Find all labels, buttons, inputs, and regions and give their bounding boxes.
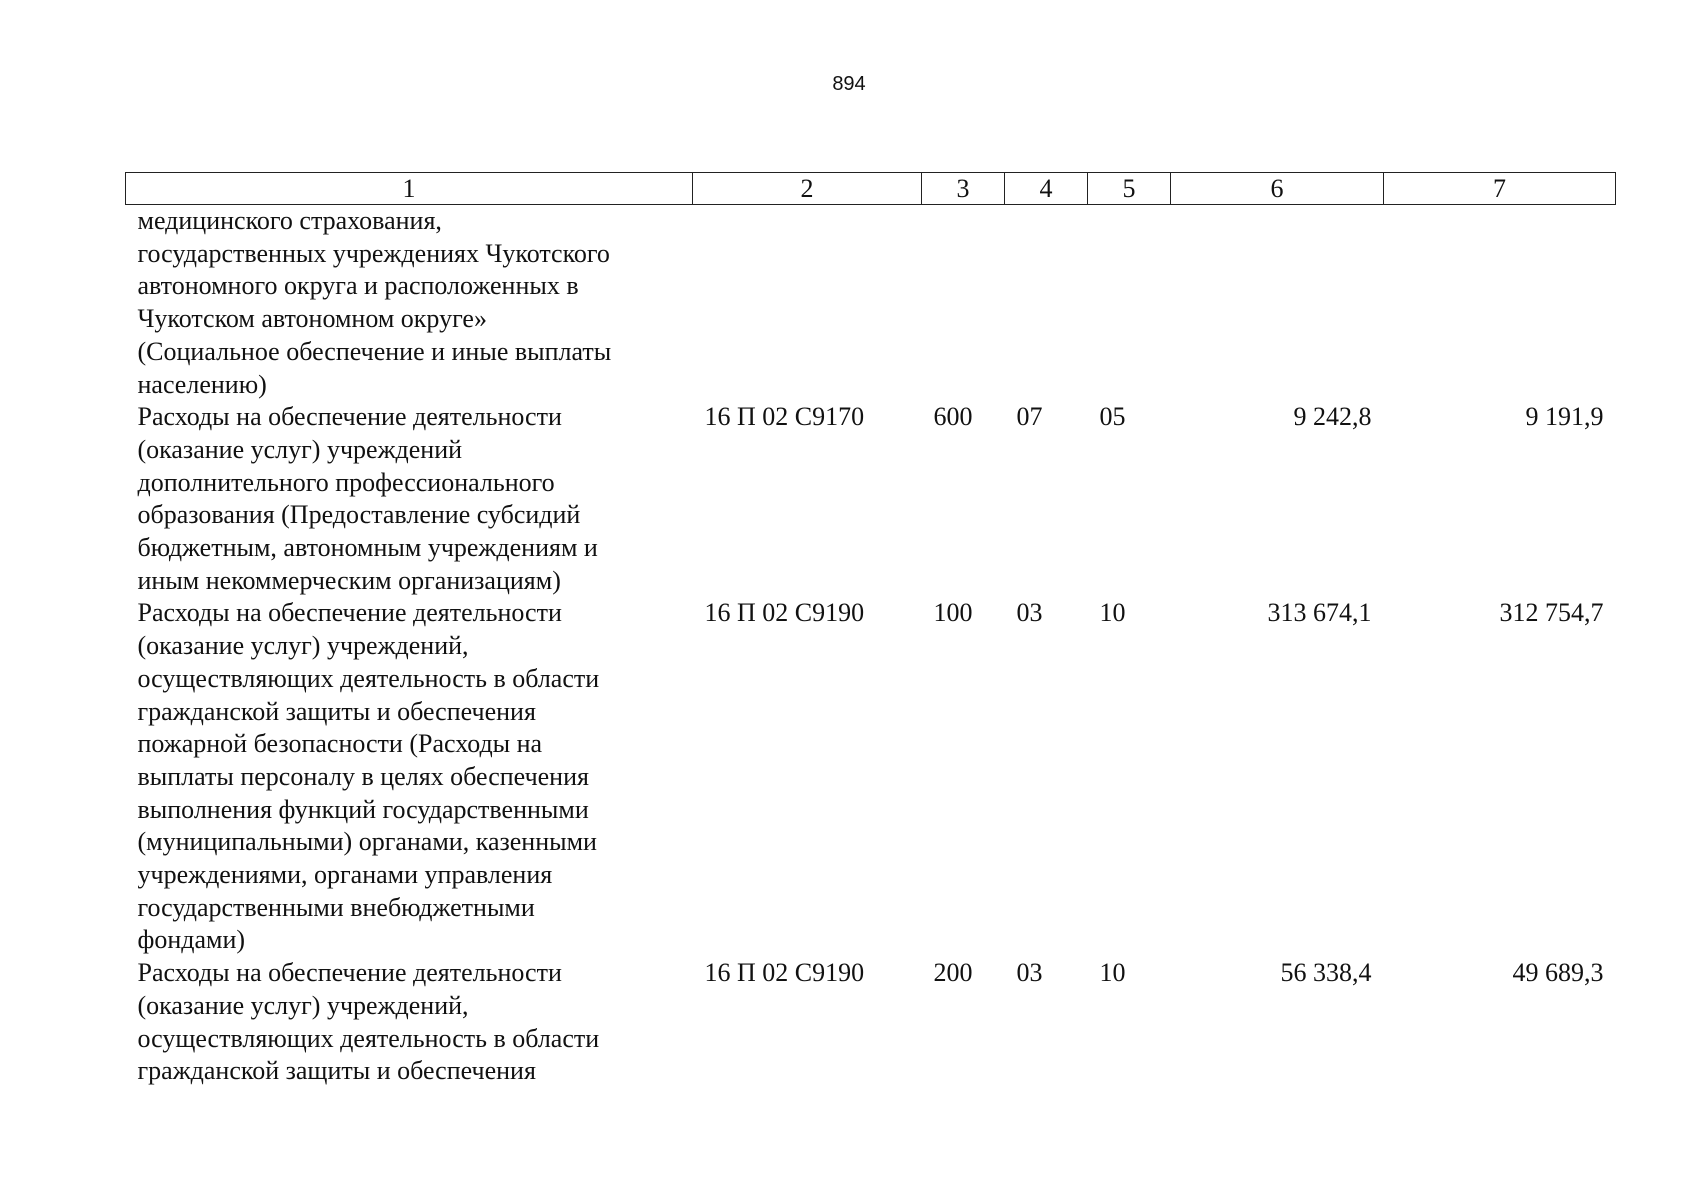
section-code: 07 [1016, 402, 1043, 432]
amount-year-2: 49 689,3 [1512, 958, 1604, 988]
section-code: 03 [1016, 598, 1043, 628]
subsection-code: 10 [1099, 598, 1126, 628]
amount-year-1 [1171, 205, 1384, 402]
description-line: Чукотском автономном округе» [137, 304, 487, 334]
expense-type-code: 100 [933, 598, 973, 628]
row-description [126, 597, 693, 957]
description-line: дополнительного профессионального [137, 467, 555, 497]
row-description [126, 401, 693, 597]
section-code: 03 [1016, 958, 1043, 988]
column-header: 1 [126, 173, 693, 205]
description-line: выплаты персоналу в целях обеспечения [137, 761, 589, 791]
description-line: гражданской защиты и обеспечения [137, 696, 536, 726]
column-header: 3 [922, 173, 1005, 205]
column-header: 2 [693, 173, 922, 205]
amount-year-1: 56 338,4 [1280, 958, 1372, 988]
table-row [126, 597, 1616, 957]
description-line: государственных учреждениях Чукотского [137, 238, 610, 268]
budget-table [125, 172, 1616, 1088]
subsection-code [1088, 205, 1171, 402]
description-line: пожарной безопасности (Расходы на [137, 729, 543, 759]
expense-type-code: 600 [933, 402, 973, 432]
column-header: 4 [1005, 173, 1088, 205]
column-header: 6 [1171, 173, 1384, 205]
expense-type-code [922, 205, 1005, 402]
description-line: выполнения функций государственными [137, 794, 589, 824]
description-line: гражданской защиты и обеспечения [137, 1056, 536, 1086]
description-line: иным некоммерческим организациям) [137, 565, 561, 595]
description-line: населению) [137, 369, 267, 399]
table-header-row [126, 173, 1616, 205]
description-line: (муниципальными) органами, казенными [137, 827, 597, 857]
description-line: государственными внебюджетными [137, 892, 535, 922]
subsection-code: 10 [1099, 958, 1126, 988]
amount-year-2: 9 191,9 [1525, 402, 1604, 432]
table-row [126, 957, 1616, 1088]
description-line: автономного округа и расположенных в [137, 271, 579, 301]
target-article-code: 16 П 02 С9190 [704, 958, 865, 988]
description-line: осуществляющих деятельность в области [137, 663, 600, 693]
description-line: Расходы на обеспечение деятельности [137, 402, 562, 432]
description-line: (оказание услуг) учреждений [137, 434, 463, 464]
description-line: Расходы на обеспечение деятельности [137, 598, 562, 628]
description-line: (оказание услуг) учреждений, [137, 631, 469, 661]
description-line: медицинского страхования, [137, 206, 442, 235]
column-header: 5 [1088, 173, 1171, 205]
description-line: Расходы на обеспечение деятельности [137, 958, 562, 988]
page-number: 894 [832, 73, 866, 95]
description-line: (оказание услуг) учреждений, [137, 990, 469, 1020]
description-line: (Социальное обеспечение и иные выплаты [137, 336, 612, 366]
amount-year-2: 312 754,7 [1499, 598, 1604, 628]
description-line: фондами) [137, 925, 246, 955]
description-line: бюджетным, автономным учреждениям и [137, 533, 598, 563]
description-line: осуществляющих деятельность в области [137, 1023, 600, 1053]
table-row [126, 205, 1616, 402]
target-article-code [693, 205, 922, 402]
amount-year-2 [1384, 205, 1616, 402]
description-line: учреждениями, органами управления [137, 860, 553, 890]
expense-type-code: 200 [933, 958, 973, 988]
column-header: 7 [1384, 173, 1616, 205]
amount-year-1: 313 674,1 [1267, 598, 1372, 628]
section-code [1005, 205, 1088, 402]
target-article-code: 16 П 02 С9190 [704, 598, 865, 628]
subsection-code: 05 [1099, 402, 1126, 432]
description-line: образования (Предоставление субсидий [137, 500, 581, 530]
amount-year-1: 9 242,8 [1293, 402, 1372, 432]
row-description [126, 957, 693, 1088]
target-article-code: 16 П 02 С9170 [704, 402, 865, 432]
table-row [126, 401, 1616, 597]
table-body [126, 205, 1616, 1088]
row-description [126, 205, 693, 402]
